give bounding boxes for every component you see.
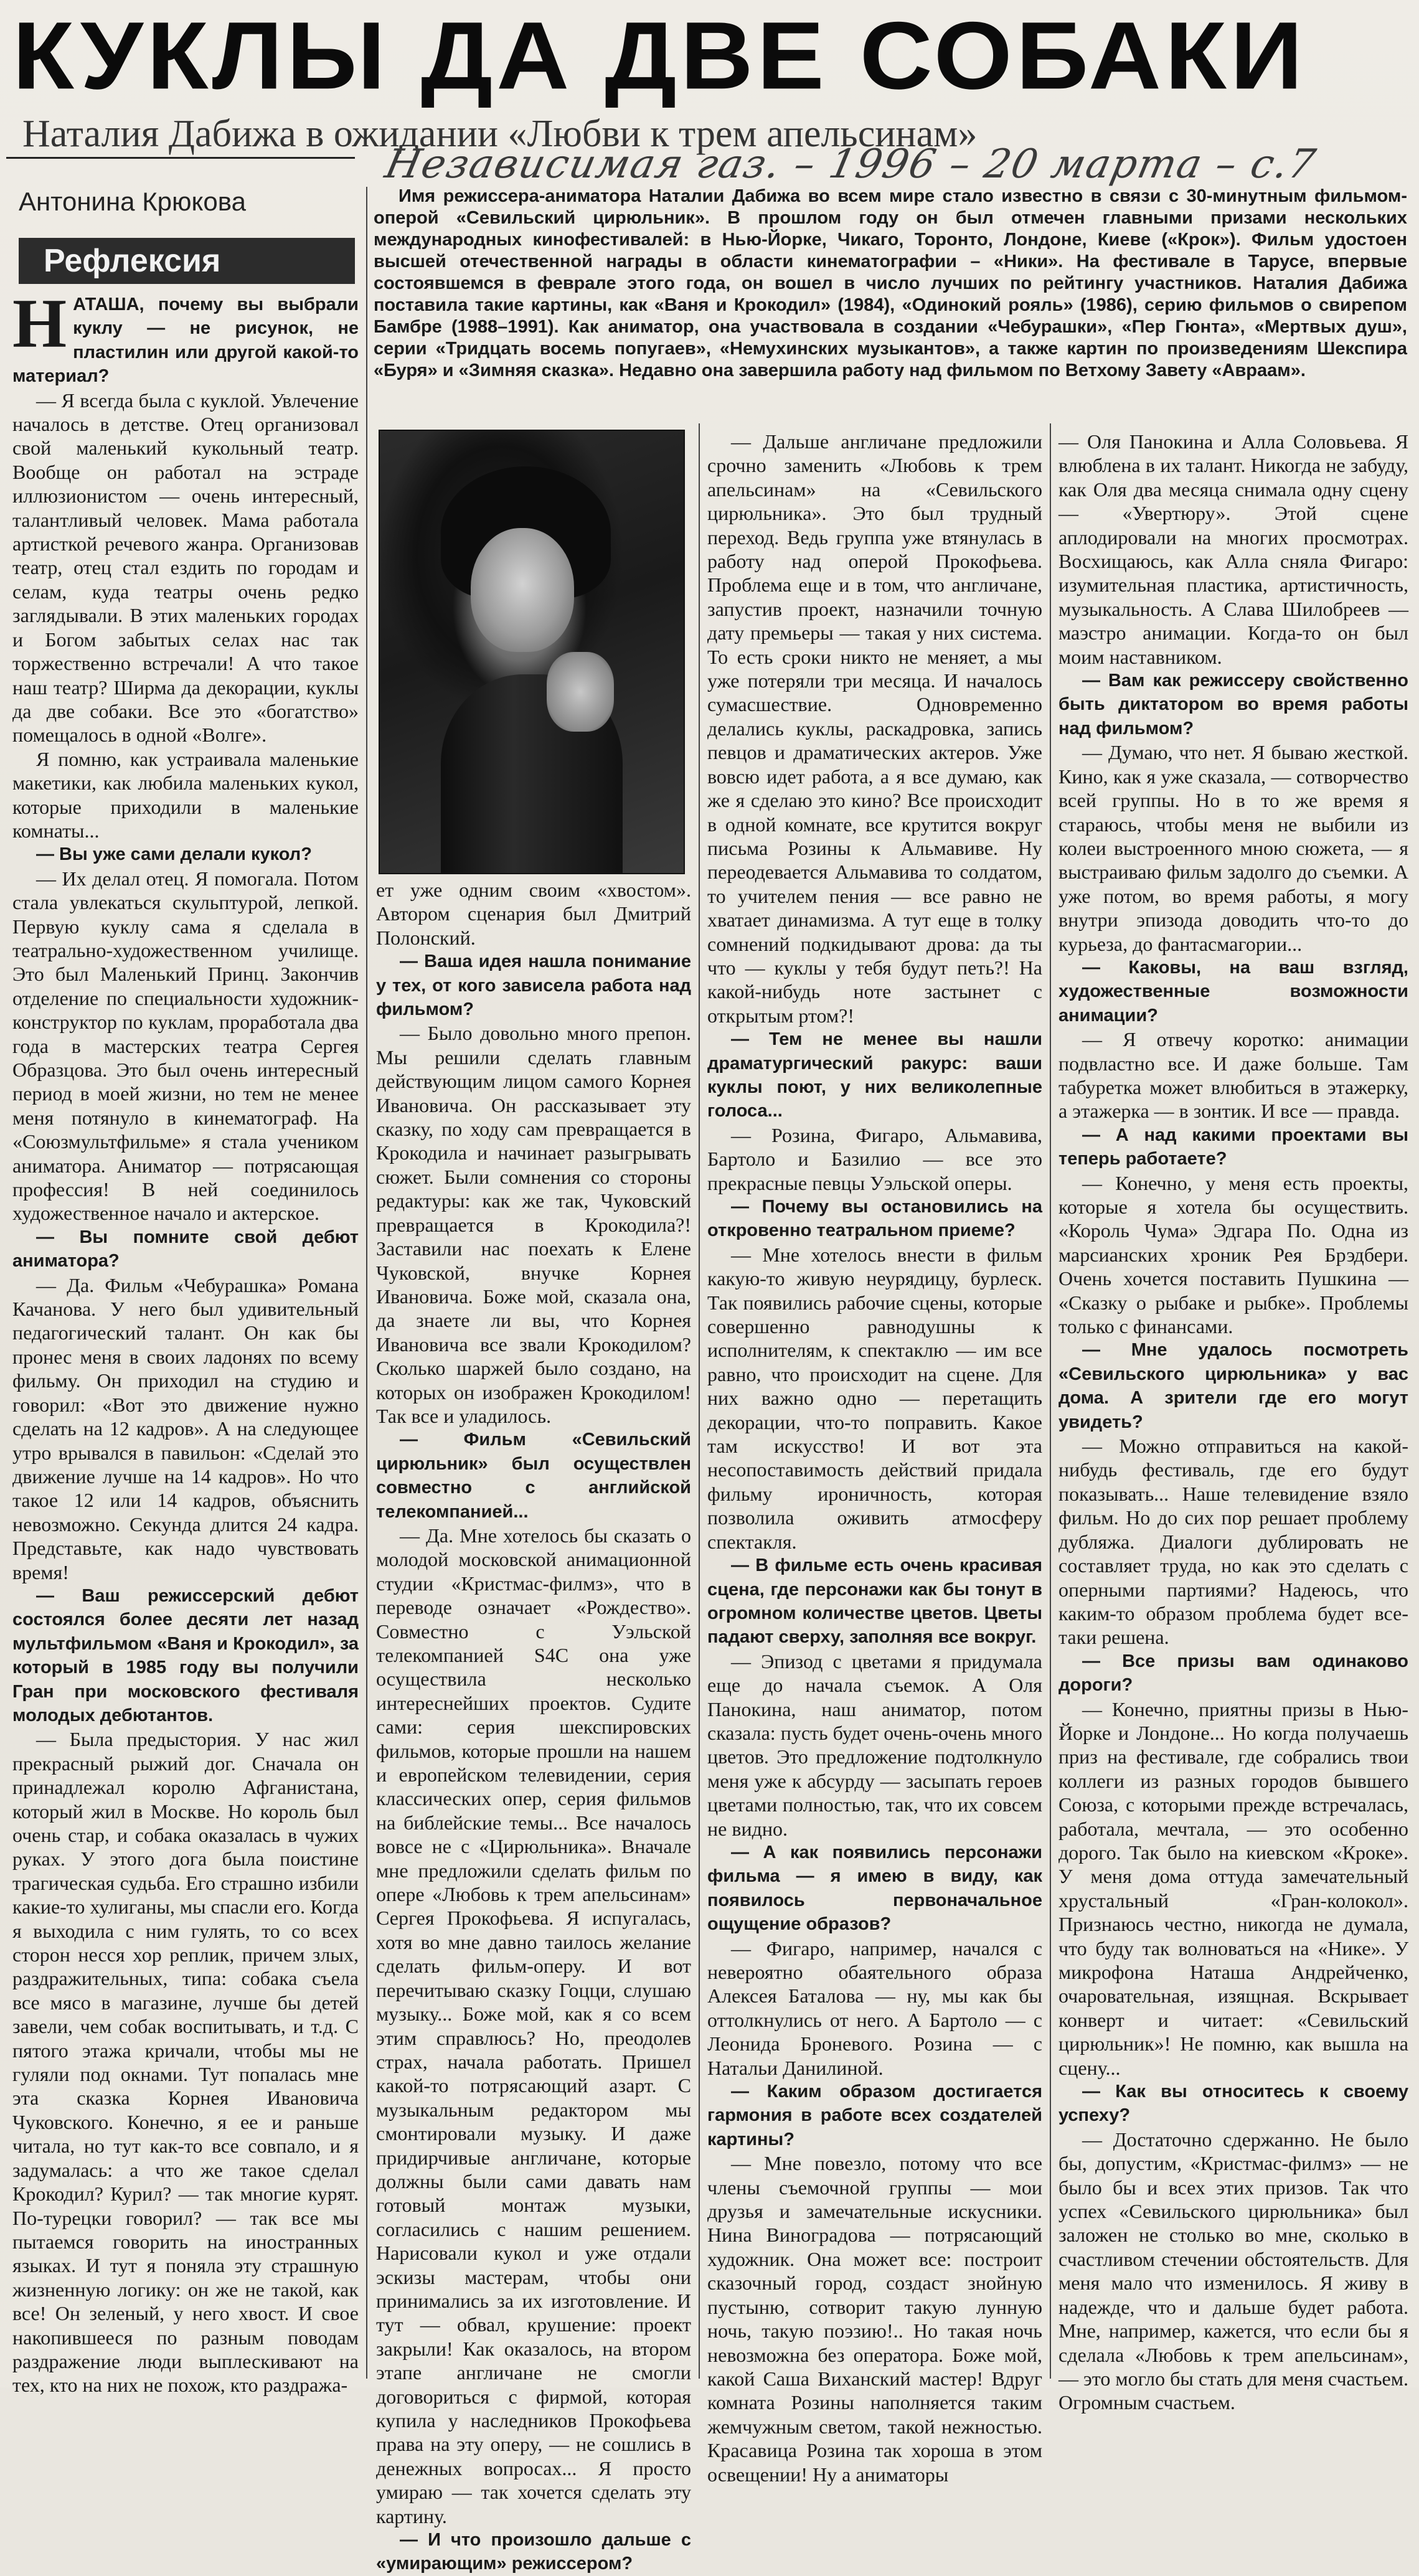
paragraph-text: — Фильм «Севильский цирюльник» был осуществлен совместно с английской телекомпанией... (376, 1430, 691, 1522)
photo-face (471, 528, 574, 652)
interview-answer (1058, 1027, 1408, 1123)
paragraph-text: — Можно отправиться на какой-нибудь фестиваль, где его будут показывать... Наше телевидение взяло фильм. Но до сих пор решает проблему дубляжа. Диалоги дублировать не составляет труда, но как это сделать с оперными партиями? Надеюсь, что каким-то образом проблема будет все-таки решена. (1058, 1435, 1408, 1649)
interview-question (1058, 2080, 1408, 2128)
interview-question (12, 1584, 359, 1727)
interview-answer (12, 1727, 359, 2397)
paragraph-text: Я помню, как устраивала маленькие макетики, как любила маленьких кукол, которые приходили в маленькие комнаты... (12, 747, 359, 842)
paragraph-text: — А над какими проектами вы теперь работаете? (1058, 1125, 1408, 1169)
interview-question (376, 950, 691, 1021)
paragraph-text: — Конечно, приятны призы в Нью-Йорке и Лондоне... Но когда получаешь приз на фестивале, где собрались твои коллеги из разных городов бывшего Союза, с которыми прежде встречалась, работала, мечтала, — это особенно дорого. Так было на киевском «Кроке». У меня дома оттуда замечательный хрустальный «Гран-колокол». Признаюсь честно, никогда не думала, что буду так волноваться на «Нике». У микрофона Наташа Андрейченко, очаровательная, изящная. Вскрывает конверт и читает: «Севильский цирюльник»! Не помню, как вышла на сцену... (1058, 1697, 1408, 2079)
interview-answer (707, 1937, 1042, 2080)
paragraph-text: — В фильме есть очень красивая сцена, где персонажи как бы тонут в огромном количестве цветов. Цветы падают сверху, заполняя все вокруг. (707, 1555, 1042, 1648)
paragraph-text: — Мне удалось посмотреть «Севильского цирюльника» у вас дома. А зрители где его могут увидеть? (1058, 1340, 1408, 1432)
interview-answer (376, 1524, 691, 2528)
paragraph-text: — Да. Фильм «Чебурашка» Романа Качанова. У него был удивительный педагогический талант. Он как бы пронес меня в своих ладонях по всему фильму. Он приходил на студию и говорил: «Вот это движение нужно сделать на 12 кадров». А на следующее утро врывался в павильон: «Сделай это движение лучше на 14 кадров». Но что такое 12 или 14 кадров, объяснить невозможно. Секунда длится 24 кадра. Представьте, как надо чувствовать время! (12, 1273, 359, 1583)
paragraph-text: — Каковы, на ваш взгляд, художественные возможности анимации? (1058, 957, 1408, 1026)
interview-answer (1058, 1697, 1408, 2080)
paragraph-text: — Ваша идея нашла понимание у тех, от кого зависела работа над фильмом? (376, 951, 691, 1020)
interview-answer (12, 867, 359, 1225)
paragraph-text: — Я всегда была с куклой. Увлечение началось в детстве. Отец организовал свой маленький кукольный театр. Вообще он работал на эстраде иллюзионистом — очень интересный, талантливый человек. Мама работала артисткой речевого жанра. Организовав театр, отец стал ездить по городам и селам, куда театры очень редко заглядывали. В этих маленьких городах и Богом забытых селах нас так торжественно встречали! А что такое наш театр? Ширма да декорации, куклы да две собаки. Все это «богатство» помещалось в одной «Волге». (12, 389, 359, 747)
interview-question (12, 1225, 359, 1273)
handwritten-source-note: Независимая газ. – 1996 – 20 марта – с.7 (381, 141, 1321, 187)
paragraph-text: — Мне хотелось внести в фильм какую-то живую неурядицу, бурлеск. Так появились рабочие сцены, которые совершенно равнодушны к исполнителям, к спектаклю — им все равно, что происходит на сцене. Для них важно одно — перетащить декорации, что-то поправить. Какое там искусство! И вот эта несопоставимость действий придала фильму ироничность, которая позволила оживить атмосферу спектакля. (707, 1243, 1042, 1553)
subtitle: Наталия Дабижа в ожидании «Любви к трем апельсинам» (22, 113, 978, 155)
paragraph-text: — Их делал отец. Я помогала. Потом стала увлекаться скульптурой, лепкой. Первую куклу сама я сделала в театрально-художественном училище. Это был Маленький Принц. Закончив отделение по специальности художник-конструктор по куклам, проработала два года в мастерских театра Сергея Образцова. Это был очень интересный период в моей жизни, но тем не менее меня потянуло в кинематограф. На «Союзмультфильме» я стала учеником аниматора. Аниматор — потрясающая профессия! В ней соединилось художественное начало и актерское. (12, 867, 359, 1225)
paragraph-text: — Почему вы остановились на откровенно театральном приеме? (707, 1197, 1042, 1241)
interview-question (1058, 1123, 1408, 1171)
paragraph-text: — А как появились персонажи фильма — я имею в виду, как появилось первоначальное ощущение образов? (707, 1842, 1042, 1935)
interview-question (1058, 1649, 1408, 1697)
paragraph-text: — Была предыстория. У нас жил прекрасный рыжий дог. Сначала он принадлежал королю Афганистана, который жил в Москве. Но король был очень стар, и собака оказалась в чужих руках. У этого дога была поистине трагическая судьба. Его страшно избили какие-то хулиганы, мы спасли его. Когда я выходила с ним гулять, то со всех сторон несся хор реплик, причем злых, раздражительных, типа: собака съела все мясо в магазине, лучше бы детей завели, чем собак воспитывать, и т.д. С пятого этажа кричали, чтобы мы не гуляли под окнами. Тут попалась мне эта сказка Корнея Ивановича Чуковского. Конечно, я ее и раньше читала, но тут как-то все совпало, и я задумалась: а что же такое сделал Крокодил? Курил? — так многие курят. По-турецки говорил? — так все мы пытаемся говорить на иностранных языках. И тут я поняла эту страшную жизненную логику: он же не такой, как все! Он зеленый, у него хвост. И свое накопившееся по разным поводам раздражение люди выплескивают на тех, кто на них не похож, кто раздража- (12, 1728, 359, 2397)
interview-answer (1058, 1434, 1408, 1649)
paragraph-text: — Ваш режиссерский дебют состоялся более десяти лет назад мультфильмом «Ваня и Крокодил», за который в 1985 году вы получили Гран при московского фестиваля молодых дебютантов. (12, 1585, 359, 1725)
interview-question (12, 842, 359, 866)
paragraph-text: — Фигаро, например, начался с невероятно обаятельного образа Алексея Баталова — ну, мы как бы оттолкнулись от него. А Бартоло — с Леонида Броневого. Розина — с Натальи Данилиной. (707, 1937, 1042, 2079)
interview-question (707, 2080, 1042, 2151)
article-column-3 (707, 430, 1042, 2486)
paragraph-text: — Думаю, что нет. Я бываю жесткой. Кино, как я уже сказала, — сотворчество всей группы. Но в то же время я стараюсь, чтобы меня не выбили из колеи выстроенного мною сюжета, — я выстраиваю фильм задолго до съемки. А уже потом, во время работы, я могу внутри эпизода доводить что-то до курьеза, до фантасмагории... (1058, 741, 1408, 955)
paragraph-text: — И что произошло дальше с «умирающим» режиссером? (376, 2530, 691, 2574)
interview-question (376, 2528, 691, 2576)
interview-answer (707, 1243, 1042, 1554)
interview-answer (1058, 430, 1408, 669)
paragraph-text: — Розина, Фигаро, Альмавива, Бартоло и Базилио — все это прекрасные певцы Уэльской оперы. (707, 1123, 1042, 1194)
paragraph-text: — Конечно, у меня есть проекты, которые я хотела бы осуществить. «Король Чума» Эдгара По. Одна из марсианских хроник Рея Брэдбери. Очень хочется поставить Пушкина — «Сказку о рыбаке и рыбке». Проблемы только с финансами. (1058, 1171, 1408, 1338)
interview-answer (376, 878, 691, 950)
headline: КУКЛЫ ДА ДВЕ СОБАКИ (12, 2, 1307, 110)
interview-answer (12, 389, 359, 747)
interview-question (707, 1554, 1042, 1649)
interview-question (12, 285, 359, 389)
interview-question (707, 1841, 1042, 1937)
interview-question (707, 1195, 1042, 1243)
paragraph-text: — Да. Мне хотелось бы сказать о молодой московской анимационной студии «Кристмас-филмз», что в переводе означает «Рождество». Совместно с Уэльской телекомпанией S4C она уже осуществила несколько интереснейших проектов. Судите сами: серия шекспировских фильмов, которые прошли на нашем и европейском телевидении, серия классических опер, серия фильмов на библейские темы... Все началось вовсе не с «Цирюльника». Вначале мне предложили сделать фильм по опере «Любовь к трем апельсинам» Сергея Прокофьева. Я испугалась, хотя во мне давно таилось желание сделать фильм-оперу. И вот перечитываю сказку Гоцци, слушаю музыку... Боже мой, как я со всем этим справлюсь? Но, преодолев страх, начала работать. Пришел какой-то потрясающий азарт. С музыкальным редактором мы смонтировали музыку. И даже придирчивые англичане, которые должны были сами давать нам готовый монтаж музыки, согласились с нашим решением. Нарисовали кукол и уже отдали эскизы мастерам, чтобы они принимались за их изготовление. И тут — обвал, крушение: проект закрыли! Как оказалось, на втором этапе англичане не смогли договориться с фирмой, которая купила у наследников Прокофьева права на эту оперу, — не сошлись в денежных вопросах... Я просто умираю — так хочется сделать эту картину. (376, 1524, 691, 2527)
rubric-label: Рефлексия (19, 238, 355, 284)
paragraph-text: — Тем не менее вы нашли драматургический ракурс: ваши куклы поют, у них великолепные голоса... (707, 1029, 1042, 1121)
interview-answer (707, 430, 1042, 1027)
paragraph-text: — Вы уже сами делали кукол? (36, 844, 312, 865)
paragraph-text: — Мне повезло, потому что все члены съемочной группы — мои друзья и замечательные искусники. Нина Виноградова — потрясающий художник. Она может все: построит сказочный город, создаст знойную пустыню, сотворит такую лунную ночь, такую поэзию!.. Но такая ночь невозможна без оператора. Боже мой, какой Саша Виханский мастер! Вдруг комната Розины наполняется таким жемчужным светом, такой нежностью. Красавица Розина так хороша в этом освещении! Ну а аниматоры (707, 2152, 1042, 2486)
paragraph-text: — Достаточно сдержанно. Не было бы, допустим, «Кристмас-филмз» — не было бы и всех этих призов. Так что успех «Севильского цирюльника» был заложен не столько во мне, сколько в счастливом стечении обстоятельств. Для меня мало что изменилось. Я живу в надежде, что и дальше будет работа. Мне, например, кажется, что если бы я сделала «Любовь к трем апельсинам», — это могло бы стать для меня счастьем. Огромным счастьем. (1058, 2128, 1408, 2414)
photo-hand (547, 652, 613, 732)
interview-question (1058, 956, 1408, 1027)
interview-question (1058, 669, 1408, 740)
interview-answer (376, 1021, 691, 1428)
paragraph-text: — Каким образом достигается гармония в работе всех создателей картины? (707, 2082, 1042, 2149)
interview-answer (707, 1649, 1042, 1841)
author-byline: Антонина Крюкова (19, 187, 246, 216)
paragraph-text: АТАША, почему вы выбрали куклу — не рисунок, не пластилин или другой какой-то материал? (12, 295, 359, 387)
paragraph-text: — Оля Панокина и Алла Соловьева. Я влюблена в их талант. Никогда не забуду, как Оля два месяца снимала одну сцену — «Увертюру». Этой сцене аплодировали на многих просмотрах. Восхищаюсь, как Алла сняла Фигаро: изумительная пластика, артистичность, музыкальность. А Слава Шилобреев — маэстро анимации. Когда-то он был моим наставником. (1058, 430, 1408, 668)
interview-question (707, 1027, 1042, 1123)
column-divider (1050, 423, 1051, 2379)
portrait-photo (379, 430, 685, 874)
paragraph-text: — Было довольно много препон. Мы решили сделать главным действующим лицом самого Корнея Ивановича. Он рассказывает эту сказку, по ходу сам превращается в Крокодила и начинает разыгрывать сюжет. Были сомнения со стороны редактуры: как же так, Чуковский превращается в Крокодила?! Заставили нас поехать к Елене Чуковской, внучке Корнея Ивановича. Боже мой, сказала она, да знаете ли вы, что Корнея Ивановича все звали Крокодилом? Сколько шаржей было создано, на которых он изображен Крокодилом! Так все и уладилось. (376, 1022, 691, 1427)
paragraph-text: — Эпизод с цветами я придумала еще до начала съемок. А Оля Панокина, наш аниматор, потом сказала: пусть будет очень-очень много цветов. Это предложение подтолкнуло меня уже к абсурду — засыпать героев цветами полностью, так, что их совсем не видно. (707, 1649, 1042, 1840)
drop-cap: Н (12, 285, 67, 362)
article-column-1 (12, 285, 359, 2397)
interview-answer (1058, 1171, 1408, 1339)
interview-question (1058, 1338, 1408, 1434)
interview-question (376, 1428, 691, 1524)
paragraph-text: — Как вы относитесь к своему успеху? (1058, 2082, 1408, 2126)
paragraph-text: ет уже одним своим «хвостом». Автором сценария был Дмитрий Полонский. (376, 879, 691, 949)
paragraph-text: — Все призы вам одинаково дороги? (1058, 1651, 1408, 1696)
paragraph-text: — Дальше англичане предложили срочно заменить «Любовь к трем апельсинам» на «Севильского цирюльника». Это был трудный переход. Ведь группа уже втянулась в работу над оперой Прокофьева. Проблема еще и в том, что англичане, запустив проект, назначили точную дату премьеры — такая у них система. То есть сроки никто не меняет, а мы уже потеряли три месяца. И началось сумасшествие. Одновременно делались куклы, раскадровка, запись певцов и драматических актеров. Уже вовсю идет работа, а я все думаю, как же я сделаю это кино? Все происходит в одной комнате, все крутится вокруг письма Розины к Альмавиве. Ну переодевается Альмавива то солдатом, то учителем пения — все равно не хватает динамизма. А тут еще в толку сомнений подкидывают дрова: да ты что — куклы у тебя будут петь?! На какой-нибудь ноте застынет с открытым ртом?! (707, 430, 1042, 1027)
interview-answer (707, 2151, 1042, 2486)
interview-answer (707, 1123, 1042, 1195)
column-divider (366, 187, 367, 2379)
interview-answer (1058, 2128, 1408, 2415)
interview-answer (1058, 740, 1408, 956)
paragraph-text: — Я отвечу коротко: анимации подвластно все. И даже больше. Там табуретка может влюбиться в этажерку, а этажерка — в зонтик. И все — правда. (1058, 1028, 1408, 1123)
paragraph-text: — Вам как режиссеру свойственно быть диктатором во время работы над фильмом? (1058, 671, 1408, 738)
interview-answer (12, 747, 359, 843)
article-column-2 (376, 878, 691, 2574)
interview-answer (12, 1273, 359, 1584)
column-divider (699, 423, 700, 2379)
intro-lead: Имя режиссера-аниматора Наталии Дабижа во всем мире стало известно в связи с 30-минутным фильмом-оперой «Севильский цирюльник». В прошлом году он был отмечен главными призами нескольких международных кинофестивалей: в Нью-Йорке, Чикаго, Торонто, Лондоне, Киеве («Крок»). Фильм удостоен высшей отечественной награды в области кинематографии – «Ники». На фестивале в Тарусе, впервые состоявшемся в феврале этого года, он вошел в число лучших по рейтингу участников. Наталия Дабижа поставила такие картины, как «Ваня и Крокодил» (1984), «Одинокий рояль» (1986), серию фильмов о свирепом Бамбре (1988–1991). Как аниматор, она участвовала в создании «Чебурашки», «Пер Гюнта», «Мертвых душ», серии «Тридцать восемь попугаев», «Немухинских музыкантов», а также картин по произведениям Шекспира «Буря» и «Зимняя сказка». Недавно она завершила работу над фильмом по Ветхому Завету «Авраам». (374, 186, 1407, 380)
header-rule (6, 157, 355, 159)
paragraph-text: — Вы помните свой дебют аниматора? (12, 1227, 359, 1271)
article-column-4 (1058, 430, 1408, 2414)
